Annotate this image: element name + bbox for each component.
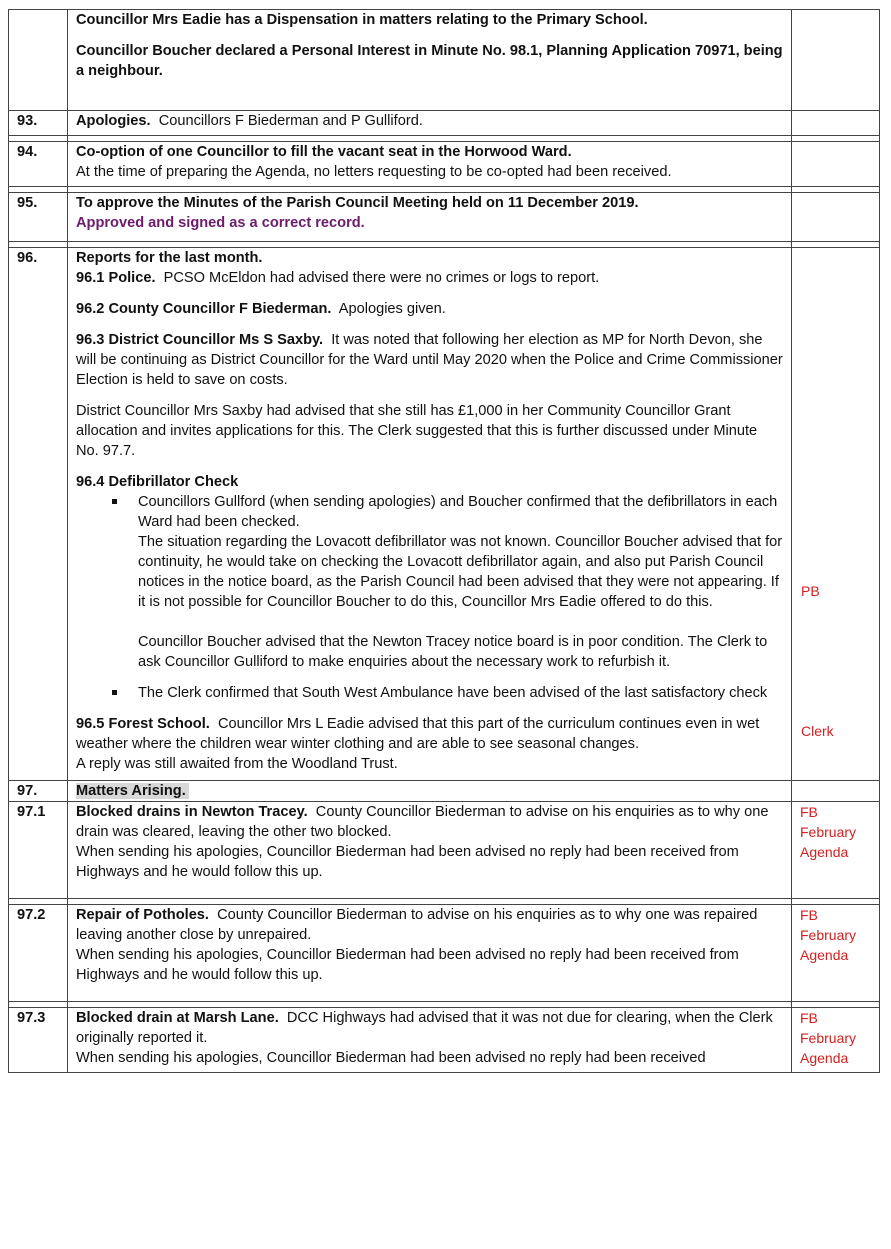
minute-text: Councillors F Biederman and P Gulliford.: [158, 113, 423, 129]
minute-title: Reports for the last month.: [76, 250, 263, 266]
minute-title: Repair of Potholes.: [76, 907, 209, 923]
action-cell: [792, 111, 880, 136]
minute-cell: [68, 111, 792, 136]
minute-text: When sending his apologies, Councillor Biederman had been advised no reply had been received from Highways and he would follow this up.: [76, 947, 739, 983]
table-row: [9, 781, 880, 802]
declaration-text: Councillor Mrs Eadie has a Dispensation in matters relating to the Primary School.: [76, 12, 648, 28]
action-month: February: [800, 927, 857, 943]
minute-title: To approve the Minutes of the Parish Council Meeting held on 11 December 2019.: [76, 195, 639, 211]
subsection-text: Councillor Mrs L Eadie advised that this part of the curriculum continues even in wet weather where the children wear winter clothing and are able to see seasonal changes.: [76, 716, 760, 752]
minutes-table: [8, 9, 880, 1073]
action-cell: [792, 802, 880, 899]
minute-text: When sending his apologies, Councillor Biederman had been advised no reply had been received: [76, 1050, 706, 1066]
action-cell: [792, 781, 880, 802]
row-number: 97.: [9, 781, 68, 802]
subsection-text: A reply was still awaited from the Woodland Trust.: [76, 756, 398, 772]
bullet-icon: [112, 690, 117, 695]
minute-cell: [68, 802, 792, 899]
subsection-title: 96.5 Forest School.: [76, 716, 210, 732]
subsection-title: 96.4 Defibrillator Check: [76, 474, 239, 490]
table-row: [9, 10, 880, 111]
table-row: [9, 248, 880, 781]
table-row: [9, 905, 880, 1002]
action-month: February: [800, 1030, 857, 1046]
minute-text: When sending his apologies, Councillor Biederman had been advised no reply had been received from Highways and he would follow this up.: [76, 844, 739, 880]
subsection-title: 96.2 County Councillor F Biederman.: [76, 301, 332, 317]
minute-title: Blocked drain at Marsh Lane.: [76, 1010, 279, 1026]
row-number: 94.: [9, 142, 68, 187]
bullet-text: Councillor Boucher advised that the Newton Tracey notice board is in poor condition. The Clerk to ask Councillor Gulliford to make enquiries about the necessary work to refurbish it.: [138, 634, 768, 670]
action-initials: PB: [801, 583, 820, 599]
subsection-text: PCSO McEldon had advised there were no crimes or logs to report.: [163, 270, 600, 286]
table-row: [9, 1008, 880, 1073]
declaration-text: Councillor Boucher declared a Personal Interest in Minute No. 98.1, Planning Application 70971, being a neighbour.: [76, 43, 783, 79]
action-cell: [792, 10, 880, 111]
action-cell: [792, 1008, 880, 1073]
action-initials: FB: [800, 907, 818, 923]
minute-title: Blocked drains in Newton Tracey.: [76, 804, 308, 820]
action-cell: [792, 142, 880, 187]
minute-cell: [68, 248, 792, 781]
minute-text: DCC Highways had advised that it was not due for clearing, when the Clerk originally reported it.: [76, 1010, 773, 1046]
bullet-text: The Clerk confirmed that South West Ambulance have been advised of the last satisfactory check: [138, 685, 768, 701]
action-month: February: [800, 824, 857, 840]
minute-title: Matters Arising.: [76, 783, 189, 799]
minute-cell: [68, 142, 792, 187]
bullet-item: [76, 492, 783, 672]
row-number: 97.3: [9, 1008, 68, 1073]
subsection-text: It was noted that following her election as MP for North Devon, she will be continuing as District Councillor for the Ward until May 2020 when the Police and Crime Commissioner Election is held to save on costs.: [76, 332, 783, 388]
row-number: 96.: [9, 248, 68, 781]
row-number: 93.: [9, 111, 68, 136]
table-row: [9, 142, 880, 187]
approval-note: Approved and signed as a correct record.: [76, 215, 365, 231]
subsection-text: Apologies given.: [338, 301, 446, 317]
bullet-icon: [112, 499, 117, 504]
action-initials: FB: [800, 1010, 818, 1026]
bullet-item: [76, 683, 783, 703]
minute-text: At the time of preparing the Agenda, no letters requesting to be co-opted had been received.: [76, 164, 672, 180]
bullet-text: The situation regarding the Lovacott defibrillator was not known. Councillor Boucher advised that for continuity, he would take on checking the Lovacott defibrillator again, and also put Parish Council notices in the notice board, as the Parish Council had been advised that they were not appearing. If it is not possible for Councillor Boucher to do this, Councillor Mrs Eadie offered to do this.: [138, 534, 783, 610]
subsection-title: 96.3 District Councillor Ms S Saxby.: [76, 332, 324, 348]
minute-title: Apologies.: [76, 113, 151, 129]
minute-cell: [68, 193, 792, 242]
minute-text: County Councillor Biederman to advise on his enquiries as to why one drain was cleared, leaving the other two blocked.: [76, 804, 769, 840]
table-row: [9, 111, 880, 136]
action-cell: [792, 248, 880, 781]
subsection-text: District Councillor Mrs Saxby had advised that she still has £1,000 in her Community Councillor Grant allocation and invites applications for this. The Clerk suggested that this is further discussed under Minute No. 97.7.: [76, 403, 758, 459]
declarations-cell: [68, 10, 792, 111]
row-number: 95.: [9, 193, 68, 242]
action-initials: Clerk: [801, 723, 834, 739]
bullet-text: Councillors Gullford (when sending apologies) and Boucher confirmed that the defibrillators in each Ward had been checked.: [138, 494, 778, 530]
action-cell: [792, 193, 880, 242]
action-agenda: Agenda: [800, 844, 849, 860]
row-number: [9, 10, 68, 111]
subsection-title: 96.1 Police.: [76, 270, 156, 286]
minute-cell: [68, 905, 792, 1002]
action-agenda: Agenda: [800, 1050, 849, 1066]
minute-text: County Councillor Biederman to advise on his enquiries as to why one was repaired leaving another close by unrepaired.: [76, 907, 758, 943]
minute-cell: [68, 1008, 792, 1073]
minute-cell: [68, 781, 792, 802]
table-row: [9, 193, 880, 242]
row-number: 97.1: [9, 802, 68, 899]
action-agenda: Agenda: [800, 947, 849, 963]
table-row: [9, 802, 880, 899]
minute-title: Co-option of one Councillor to fill the vacant seat in the Horwood Ward.: [76, 144, 572, 160]
action-cell: [792, 905, 880, 1002]
row-number: 97.2: [9, 905, 68, 1002]
action-initials: FB: [800, 804, 818, 820]
